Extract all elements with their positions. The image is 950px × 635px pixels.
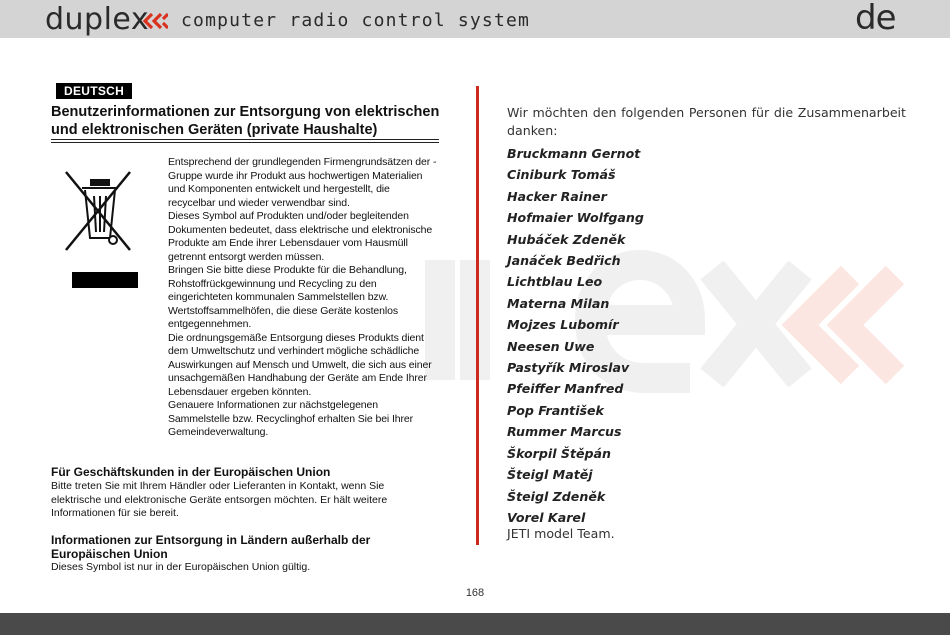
page-header xyxy=(0,0,950,38)
contributor-name: Materna Milan xyxy=(507,295,610,311)
weee-bar xyxy=(72,272,138,288)
business-text: Bitte treten Sie mit Ihrem Händler oder Lieferanten in Kontakt, wenn Sie elektrische und elektronische Geräte entsorgen möchten. Er hält weitere Informationen für sie bereit. xyxy=(51,480,388,519)
contributor-name: Neesen Uwe xyxy=(507,338,595,354)
duplex-logo: duplex xyxy=(45,2,150,37)
contributor-name: Šteigl Matěj xyxy=(507,467,593,483)
heading-rule xyxy=(51,139,439,140)
contributor-name: Pfeiffer Manfred xyxy=(507,381,624,397)
contributor-name: Hubáček Zdeněk xyxy=(507,231,626,247)
column-divider xyxy=(476,86,479,545)
business-heading: Für Geschäftskunden in der Europäischen Union xyxy=(51,465,331,479)
language-code: de xyxy=(855,0,896,38)
disposal-body xyxy=(168,156,440,440)
contributor-list xyxy=(507,143,644,528)
header-tagline: computer radio control system xyxy=(181,10,531,31)
thanks-intro: Wir möchten den folgenden Personen für die Zusammenarbeit danken: xyxy=(507,105,906,138)
contributor-name: Hofmaier Wolfgang xyxy=(507,210,644,226)
contributor-name: Hacker Rainer xyxy=(507,188,607,204)
crossed-out-bin-icon xyxy=(64,170,134,260)
contributor-name: Pastyřík Miroslav xyxy=(507,360,630,376)
contributor-name: Mojzes Lubomír xyxy=(507,317,619,333)
contributor-name: Lichtblau Leo xyxy=(507,274,603,290)
page-footer xyxy=(0,613,950,635)
contributor-name: Šteigl Zdeněk xyxy=(507,488,606,504)
contributor-name: Janáček Bedřich xyxy=(507,253,621,269)
page-number: 168 xyxy=(465,587,485,599)
contributor-name: Pop František xyxy=(507,402,604,418)
disposal-paragraph: Die ordnungsgemäße Entsorgung dieses Produkts dient dem Umweltschutz und verhindert mögliche schädliche Auswirkungen auf Mensch und Umwelt, die sich aus einer unsachgemäßen Handhabung der Geräte am Ende Ihrer Lebensdauer ergeben könnten. xyxy=(168,331,432,398)
disposal-paragraph: Genauere Informationen zur nächstgelegenen Sammelstelle bzw. Recyclinghof erhalten Sie bei Ihrer Gemeindeverwaltung. xyxy=(168,399,414,438)
logo-chevrons-icon xyxy=(142,12,168,30)
language-badge: DEUTSCH xyxy=(56,83,132,99)
team-signature: JETI model Team. xyxy=(507,526,615,541)
outside-eu-heading: Informationen zur Entsorgung in Ländern außerhalb der Europäischen Union xyxy=(51,533,371,561)
disposal-heading: Benutzerinformationen zur Entsorgung von elektrischen und elektronischen Geräten (private Haushalte) xyxy=(51,104,440,138)
outside-eu-text: Dieses Symbol ist nur in der Europäischen Union gültig. xyxy=(51,561,311,573)
contributor-name: Škorpil Štěpán xyxy=(507,445,612,461)
contributor-name: Ciniburk Tomáš xyxy=(507,167,616,183)
contributor-name: Vorel Karel xyxy=(507,509,586,525)
heading-rule xyxy=(51,142,439,143)
disposal-paragraph: Entsprechend der grundlegenden Firmengrundsätzen der -Gruppe wurde ihr Produkt aus hochwertigen Materialien und Komponenten entwickelt und hergestellt, die recycelbar und wieder verwendbar sind. xyxy=(168,156,437,209)
contributor-name: Rummer Marcus xyxy=(507,424,622,440)
disposal-paragraph: Bringen Sie bitte diese Produkte für die Behandlung, Rohstoffrückgewinnung und Recycling zu den eingerichteten kommunalen Sammelstellen bzw. Wertstoffsammelhöfen, die diese Geräte kostenlos entgegennehmen. xyxy=(168,264,407,330)
disposal-paragraph: Dieses Symbol auf Produkten und/oder begleitenden Dokumenten bedeutet, dass elektrische und elektronische Produkte am Ende ihrer Lebensdauer vom Hausmüll getrennt entsorgt werden müssen. xyxy=(168,210,433,263)
contributor-name: Bruckmann Gernot xyxy=(507,146,641,161)
